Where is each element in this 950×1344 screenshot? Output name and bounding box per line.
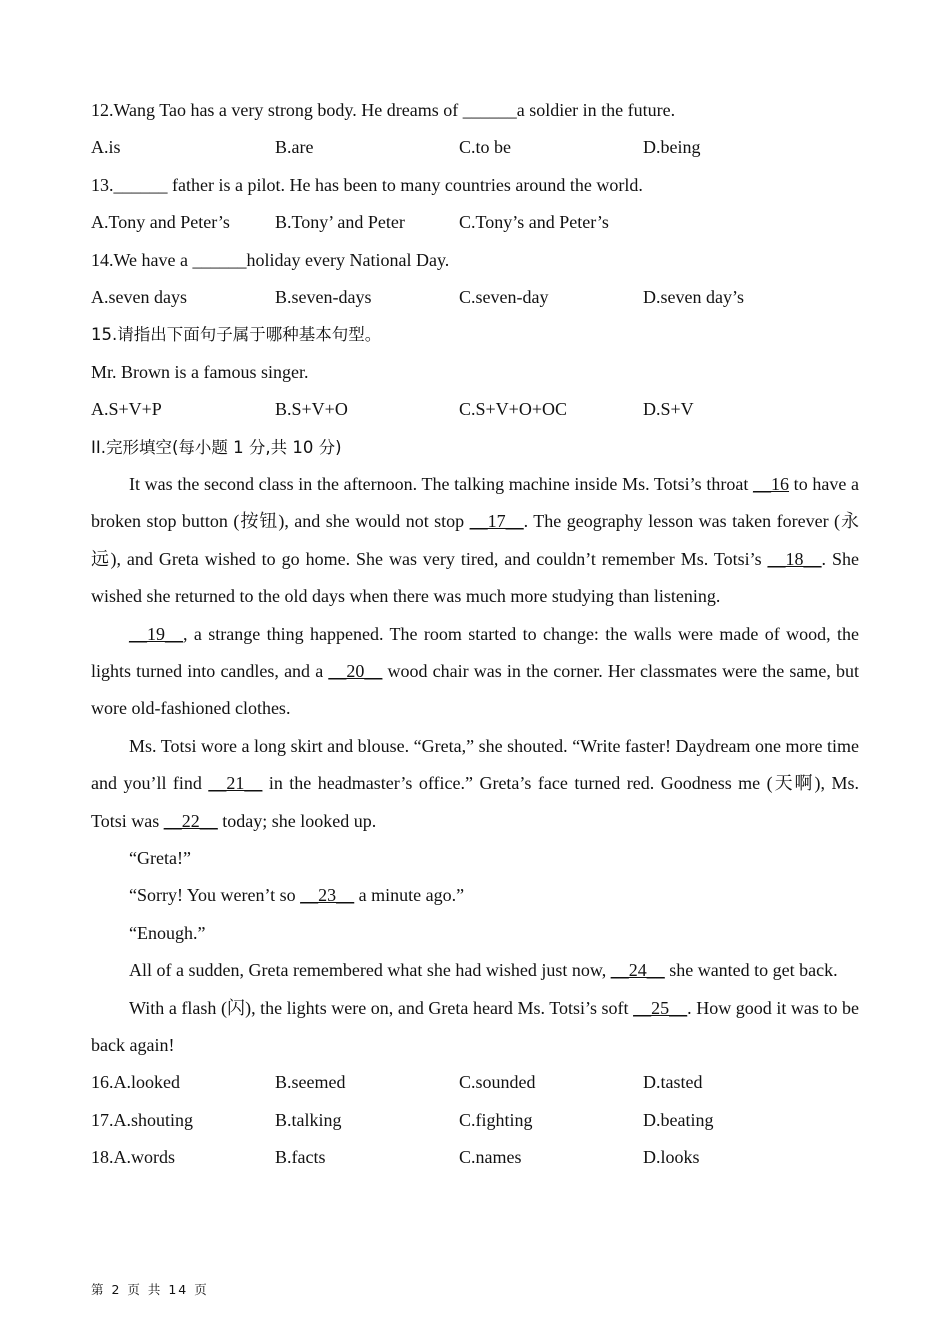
option-c: C.seven-day <box>459 286 549 307</box>
option-b: B.seven-days <box>275 286 372 307</box>
option-a: 18.A.words <box>91 1147 175 1168</box>
page-footer: 第 2 页 共 14 页 <box>91 1282 209 1297</box>
option-d: D.seven day’s <box>643 286 744 307</box>
passage-paragraph-3 <box>91 728 859 840</box>
passage-text: wood chair was in the corner. Her classmates were the same, but wore old-fashioned clothes. <box>91 660 859 719</box>
answer-row-16 <box>91 1064 859 1101</box>
answer-row-18 <box>91 1139 859 1176</box>
passage-paragraph-8 <box>91 990 859 1065</box>
passage-text: . She wished she returned to the old days when there was much more studying than listening. <box>91 548 859 607</box>
passage-paragraph-6: “Enough.” <box>129 922 206 943</box>
blank-18: __18__ <box>767 548 822 569</box>
passage-text: With a flash (闪), the lights were on, and Greta heard Ms. Totsi’s soft <box>129 997 634 1018</box>
option-b: B.talking <box>275 1109 342 1130</box>
passage-text: Ms. Totsi wore a long skirt and blouse. “Greta,” she shouted. “Write faster! Daydream one more time and you’ll find <box>91 735 859 794</box>
passage-paragraph-5 <box>91 877 859 914</box>
passage-paragraph-1 <box>91 466 859 616</box>
question-15-options <box>91 391 859 428</box>
answer-row-17 <box>91 1102 859 1139</box>
question-14-stem: 14.We have a ______holiday every National Day. <box>91 249 450 270</box>
question-13-stem: 13.______ father is a pilot. He has been to many countries around the world. <box>91 174 643 195</box>
blank-19: __19__ <box>129 623 183 644</box>
question-15-stem: 15.请指出下面句子属于哪种基本句型。 <box>91 325 382 345</box>
option-d: D.beating <box>643 1109 714 1130</box>
passage-text: “Sorry! You weren’t so <box>129 885 301 906</box>
option-d: D.being <box>643 137 701 158</box>
option-a: A.is <box>91 137 121 158</box>
passage-text: a minute ago.” <box>354 885 465 906</box>
option-b: B.are <box>275 137 314 158</box>
blank-16: __16 <box>753 473 790 494</box>
option-c: C.S+V+O+OC <box>459 399 567 420</box>
option-b: B.facts <box>275 1147 326 1168</box>
option-c: C.names <box>459 1147 522 1168</box>
blank-17: __17__ <box>469 511 524 532</box>
question-13-options <box>91 204 859 241</box>
passage-text: today; she looked up. <box>217 810 377 831</box>
passage-text: , a strange thing happened. The room started to change: the walls were made of wood, the lights turned into candles, and a <box>91 623 859 681</box>
option-c: C.fighting <box>459 1109 533 1130</box>
option-b: B.S+V+O <box>275 399 348 420</box>
option-d: D.looks <box>643 1147 700 1168</box>
document-page <box>91 92 859 1177</box>
blank-21: __21__ <box>208 773 263 794</box>
question-12-stem: 12.Wang Tao has a very strong body. He dreams of ______a soldier in the future. <box>91 100 676 120</box>
option-d: D.tasted <box>643 1072 703 1093</box>
passage-text: in the headmaster’s office.” Greta’s face turned red. Goodness me (天啊), Ms. Totsi was <box>91 773 859 831</box>
question-15-sentence: Mr. Brown is a famous singer. <box>91 361 309 382</box>
blank-23: __23__ <box>300 885 355 906</box>
passage-paragraph-2 <box>91 616 859 728</box>
option-a: 16.A.looked <box>91 1072 180 1093</box>
section-title: II.完形填空(每小题 1 分,共 10 分) <box>91 437 342 457</box>
option-a: 17.A.shouting <box>91 1109 194 1130</box>
question-12-options <box>91 129 859 166</box>
passage-text: . How good it was to be back again! <box>91 997 860 1055</box>
option-a: A.seven days <box>91 286 187 307</box>
blank-22: __22__ <box>163 810 218 831</box>
option-c: C.to be <box>459 137 511 158</box>
blank-25: __25__ <box>633 997 688 1018</box>
passage-paragraph-4: “Greta!” <box>129 847 191 868</box>
blank-20: __20__ <box>328 660 383 681</box>
option-b: B.Tony’ and Peter <box>275 212 405 233</box>
option-b: B.seemed <box>275 1072 346 1093</box>
option-a: A.S+V+P <box>91 399 162 420</box>
passage-text: to have a broken stop button (按钮), and she would not stop <box>91 473 859 532</box>
question-14-options <box>91 279 859 316</box>
passage-text: All of a sudden, Greta remembered what she had wished just now, <box>129 960 611 981</box>
blank-24: __24__ <box>610 960 665 981</box>
passage-text: . The geography lesson was taken forever (永远), and Greta wished to go home. She was very tired, and couldn’t remember Ms. Totsi’s <box>91 511 859 569</box>
option-d: D.S+V <box>643 399 694 420</box>
option-c: C.sounded <box>459 1072 536 1093</box>
option-c: C.Tony’s and Peter’s <box>459 212 609 233</box>
passage-text: It was the second class in the afternoon. The talking machine inside Ms. Totsi’s throat <box>129 473 754 494</box>
passage-text: she wanted to get back. <box>664 960 838 981</box>
passage-paragraph-7 <box>91 952 859 989</box>
option-a: A.Tony and Peter’s <box>91 212 230 233</box>
